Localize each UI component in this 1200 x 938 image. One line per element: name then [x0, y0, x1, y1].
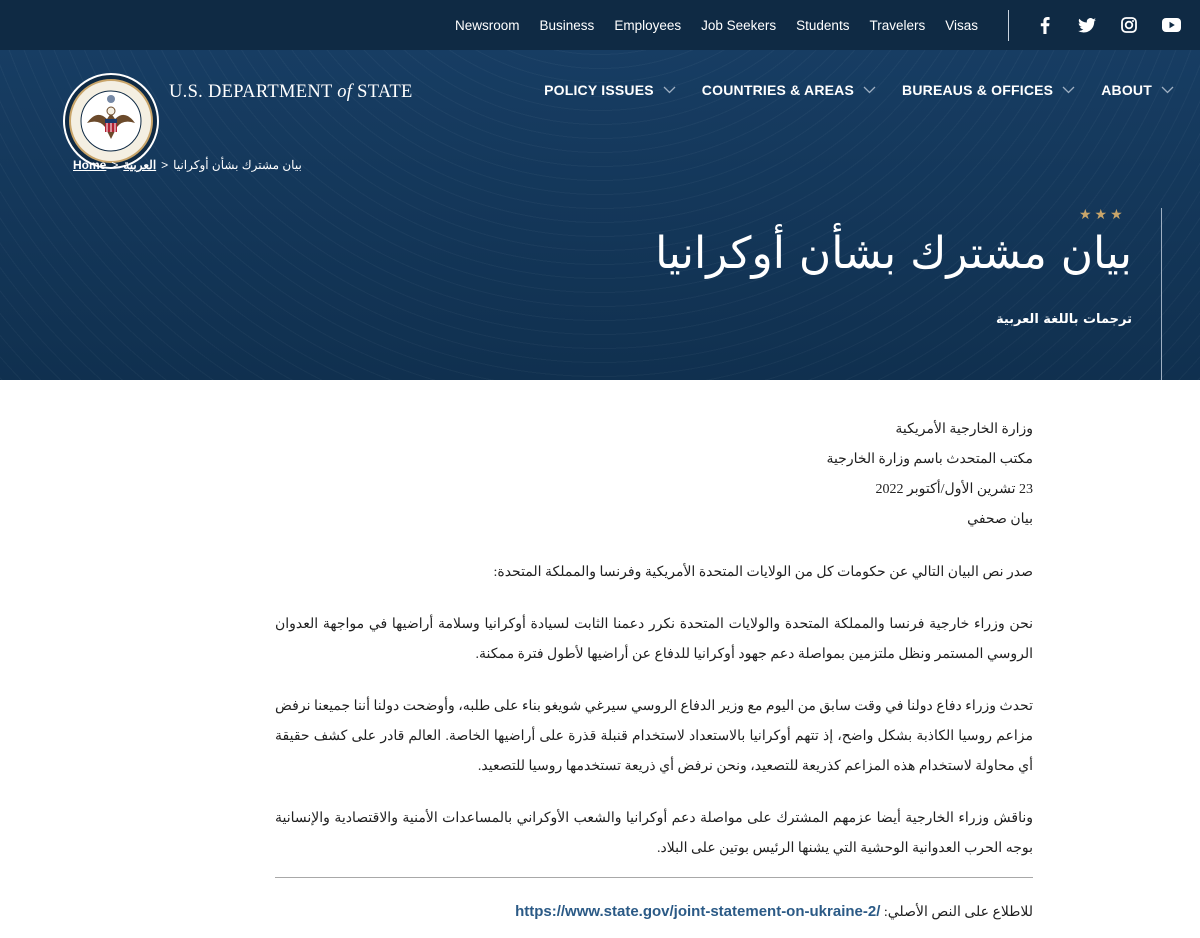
article-paragraph: نحن وزراء خارجية فرنسا والمملكة المتحدة والولايات المتحدة نكرر دعمنا الثابت لسيادة أوكرانيا وسلامة أراضيها في مواجهة العدوان الروسي المستمر ونظل ملتزمين بمواصلة دعم جهود أوكرانيا للدفاع عن أراضيها لأطول فترة ممكنة.	[275, 617, 1033, 662]
dept-name-of: of	[337, 82, 353, 102]
nav-about[interactable]	[1101, 82, 1174, 98]
flickr-icon[interactable]	[1192, 0, 1200, 50]
article-paragraph: صدر نص البيان التالي عن حكومات كل من الولايات المتحدة الأمريكية وفرنسا والمملكة المتحدة:	[493, 565, 1033, 580]
meta-type: بيان صحفي	[967, 512, 1033, 527]
hero-divider	[1161, 208, 1162, 380]
dept-name-prefix: U.S. DEPARTMENT	[169, 82, 333, 102]
utility-link-visas[interactable]: Visas	[945, 17, 978, 33]
nav-item-label: POLICY ISSUES	[544, 82, 654, 98]
department-name[interactable]	[169, 82, 413, 103]
nav-item-label: ABOUT	[1101, 82, 1152, 98]
chevron-down-icon	[1161, 86, 1174, 94]
utility-link-job-seekers[interactable]: Job Seekers	[701, 17, 777, 33]
utility-link-students[interactable]: Students	[796, 17, 850, 33]
meta-date: 23 تشرين الأول/أكتوبر 2022	[875, 482, 1033, 497]
breadcrumb-home[interactable]: Home	[73, 158, 107, 172]
article-paragraph: وناقش وزراء الخارجية أيضا عزمهم المشترك على مواصلة دعم أوكرانيا والشعب الأوكراني بالمساعدات الأمنية والاقتصادية والإنسانية بوجه الحرب العدوانية الوحشية التي يشنها الرئيس بوتين على البلاد.	[275, 811, 1033, 856]
breadcrumb-section[interactable]: العربية	[123, 158, 157, 172]
department-of-state-seal[interactable]	[63, 73, 159, 169]
dept-name-suffix: STATE	[357, 82, 413, 102]
article-divider	[275, 877, 1033, 878]
breadcrumb	[73, 158, 302, 172]
stars-decoration: ★★★	[1079, 207, 1126, 223]
social-links	[1024, 0, 1200, 50]
utility-link-newsroom[interactable]: Newsroom	[455, 17, 520, 33]
nav-item-label: COUNTRIES & AREAS	[701, 82, 855, 98]
page-subtitle: ترجمات باللغة العربية	[995, 312, 1132, 327]
chevron-down-icon	[1062, 86, 1075, 94]
nav-countries-areas[interactable]	[702, 82, 876, 98]
instagram-icon[interactable]	[1108, 0, 1150, 50]
utility-bar	[0, 0, 1200, 50]
source-label: للاطلاع على النص الأصلي:	[883, 905, 1033, 920]
utility-link-business[interactable]: Business	[539, 17, 595, 33]
breadcrumb-current: بيان مشترك بشأن أوكرانيا	[173, 158, 302, 172]
youtube-icon[interactable]	[1150, 0, 1192, 50]
utility-link-employees[interactable]: Employees	[614, 17, 682, 33]
meta-office: مكتب المتحدث باسم وزارة الخارجية	[826, 452, 1033, 467]
article-paragraph: تحدث وزراء دفاع دولنا في وقت سابق من اليوم مع وزير الدفاع الروسي سيرغي شويغو بناء على طلبه، وأوضحت دولنا أننا جميعنا نرفض مزاعم روسيا الكاذبة بشكل واضح، إذ تتهم أوكرانيا بالاستعداد لاستخدام قنبلة قذرة على أراضيها الخاصة. العالم قادر على كشف حقيقة أي محاولة لاستخدام هذه المزاعم كذريعة للتصعيد، ونحن نرفض أي ذريعة تستخدمها روسيا للتصعيد.	[275, 699, 1033, 774]
breadcrumb-separator: >	[161, 158, 169, 172]
article-meta	[275, 415, 1033, 535]
chevron-down-icon	[663, 86, 676, 94]
meta-department: وزارة الخارجية الأمريكية	[895, 422, 1033, 437]
nav-policy-issues[interactable]	[544, 82, 676, 98]
article-body	[275, 415, 1033, 864]
site-header-hero	[0, 50, 1200, 380]
utility-link-travelers[interactable]: Travelers	[869, 17, 926, 33]
original-source	[515, 903, 1033, 921]
facebook-icon[interactable]	[1024, 0, 1066, 50]
nav-item-label: BUREAUS & OFFICES	[902, 82, 1054, 98]
main-nav	[544, 82, 1200, 98]
utility-divider	[1008, 10, 1009, 41]
nav-bureaus-offices[interactable]	[902, 82, 1075, 98]
page-title: بيان مشترك بشأن أوكرانيا	[655, 228, 1132, 279]
utility-nav	[435, 0, 978, 50]
breadcrumb-separator: >	[111, 158, 119, 172]
chevron-down-icon	[863, 86, 876, 94]
twitter-icon[interactable]	[1066, 0, 1108, 50]
source-link[interactable]: https://www.state.gov/joint-statement-on-ukraine-2/	[515, 903, 881, 920]
